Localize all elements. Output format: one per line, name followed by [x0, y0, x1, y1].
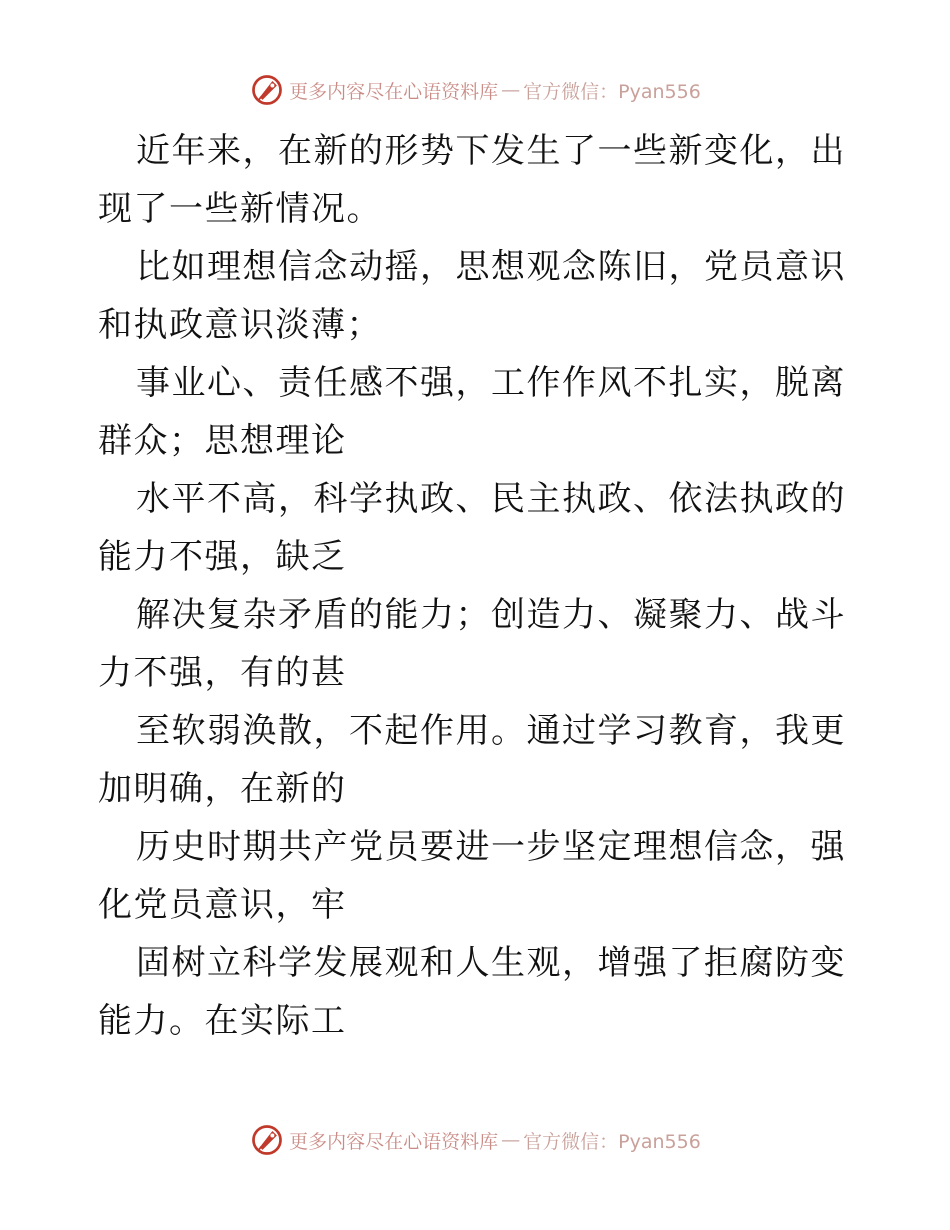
banner-separator: —	[501, 79, 521, 101]
banner-separator: —	[501, 1129, 521, 1151]
header-watermark	[0, 70, 950, 110]
paragraph: 至软弱涣散，不起作用。通过学习教育，我更加明确，在新的	[98, 711, 846, 809]
paragraph: 解决复杂矛盾的能力；创造力、凝聚力、战斗力不强，有的甚	[98, 595, 846, 693]
document-body	[98, 122, 858, 1050]
banner-wechat-text: 官方微信：Pyan556	[523, 1130, 701, 1153]
paragraph: 事业心、责任感不强，工作作风不扎实，脱离群众；思想理论	[98, 363, 846, 461]
banner-wechat-text: 官方微信：Pyan556	[523, 80, 701, 103]
pen-nib-circle-logo-icon	[249, 72, 285, 108]
banner-lead-text: 更多内容尽在心语资料库	[289, 1130, 499, 1153]
paragraph: 历史时期共产党员要进一步坚定理想信念，强化党员意识，牢	[98, 827, 846, 925]
paragraph: 比如理想信念动摇，思想观念陈旧，党员意识和执政意识淡薄；	[98, 247, 846, 345]
footer-watermark	[0, 1120, 950, 1160]
pen-nib-circle-logo-icon	[249, 1122, 285, 1158]
paragraph: 固树立科学发展观和人生观，增强了拒腐防变能力。在实际工	[98, 943, 846, 1041]
paragraph: 水平不高，科学执政、民主执政、依法执政的能力不强，缺乏	[98, 479, 846, 577]
paragraph: 近年来，在新的形势下发生了一些新变化，出现了一些新情况。	[98, 131, 846, 229]
banner-lead-text: 更多内容尽在心语资料库	[289, 80, 499, 103]
